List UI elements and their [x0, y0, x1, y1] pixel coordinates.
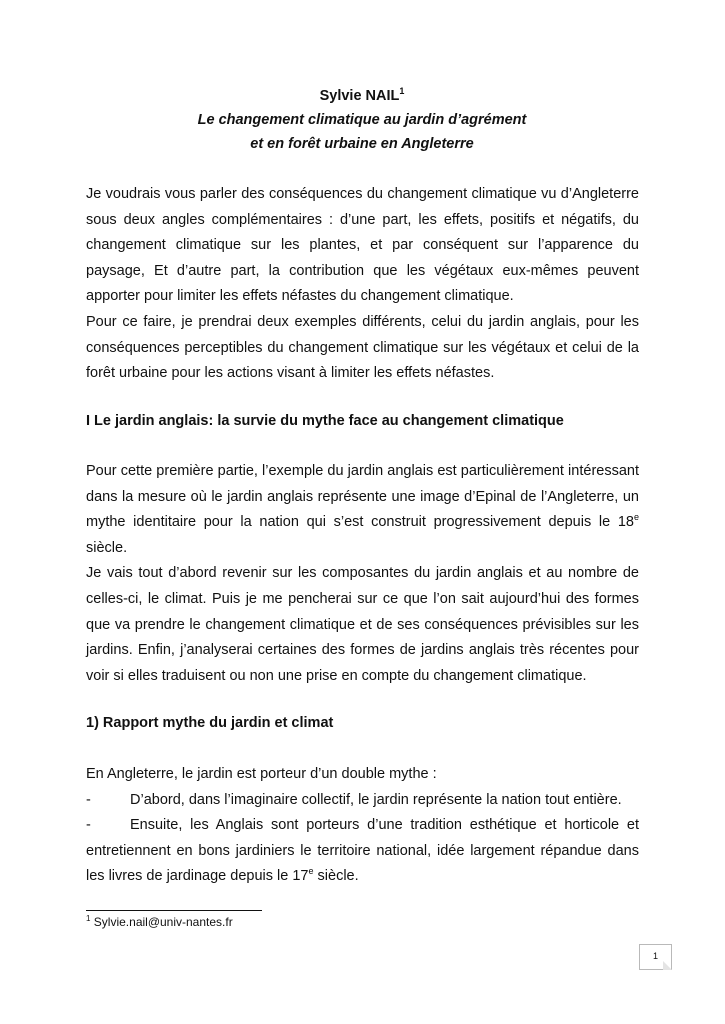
list-item-end: siècle.	[313, 868, 359, 885]
intro-paragraph-1: Je voudrais vous parler des conséquences du changement climatique vu d’Angleterre sous deux angles complémentaires : d’une part, les effets, positifs et négatifs, du changement climatique sur les plantes, et par conséquent sur l’apparence du paysage, Et d’autre part, la contribution que les végétaux eux-mêmes peuvent apporter pour limiter les effets néfastes du changement climatique.	[86, 186, 639, 305]
page-fold-icon	[663, 961, 672, 970]
superscript: e	[633, 512, 639, 523]
section-1-paragraph-1-end: siècle.	[86, 539, 128, 556]
section-1-body	[86, 459, 639, 689]
subsection-1-heading-block	[86, 711, 639, 737]
author-text: Sylvie NAIL	[319, 88, 400, 104]
list-item	[86, 788, 639, 814]
intro-section	[86, 182, 639, 387]
section-1-heading-block	[86, 409, 639, 435]
footnote-mark: 1	[86, 914, 91, 923]
list-item-text: D’abord, dans l’imaginaire collectif, le jardin représente la nation tout entière.	[130, 791, 622, 808]
list-item-text: Ensuite, les Anglais sont porteurs d’une tradition esthétique et horticole et entretiennent en bons jardiniers le territoire national, idée largement répandue dans les livres de jardinage depuis le 17	[86, 817, 639, 885]
title-block	[86, 84, 638, 156]
section-1-heading: I Le jardin anglais: la survie du mythe face au changement climatique	[86, 413, 564, 429]
page-number-box	[639, 944, 672, 970]
footnote-email-link[interactable]: Sylvie.nail@univ-nantes.fr	[93, 915, 233, 929]
footnote	[86, 914, 233, 930]
intro-paragraph-2: Pour ce faire, je prendrai deux exemples différents, celui du jardin anglais, pour les conséquences perceptibles du changement climatique sur les végétaux et celui de la forêt urbaine pour les actions visant à limiter les effets néfastes.	[86, 313, 639, 382]
section-1-paragraph-1-text: Pour cette première partie, l’exemple du jardin anglais est particulièrement intéressant dans la mesure où le jardin anglais représente une image d’Epinal de l’Angleterre, un mythe identitaire pour la nation qui s’est construit progressivement depuis le 18	[86, 463, 639, 531]
page-number: 1	[652, 951, 658, 961]
title-line-1: Le changement climatique au jardin d’agrément	[197, 112, 527, 128]
author-name	[86, 84, 638, 108]
list-dash: -	[86, 791, 91, 808]
section-1-paragraph-2: Je vais tout d’abord revenir sur les composantes du jardin anglais et au nombre de celles-ci, le climat. Puis je me pencherai sur ce que l’on sait aujourd’hui des formes que va prendre le changement climatique et de ses conséquences prévisibles sur les jardins. Enfin, j’analyserai certaines des formes de jardins anglais très récentes pour voir si elles traduisent ou non une prise en compte du changement climatique.	[86, 565, 639, 684]
subsection-1-body	[86, 762, 639, 890]
section-1-paragraph-1	[86, 459, 639, 561]
subsection-1-heading: 1) Rapport mythe du jardin et climat	[86, 715, 334, 731]
superscript: e	[308, 866, 314, 877]
footnote-reference[interactable]: 1	[399, 86, 405, 96]
footnote-separator	[86, 910, 262, 911]
list-dash: -	[86, 817, 91, 834]
title-line-2: et en forêt urbaine en Angleterre	[250, 136, 474, 152]
subsection-1-intro: En Angleterre, le jardin est porteur d’un double mythe :	[86, 766, 437, 782]
list-item	[86, 813, 639, 890]
